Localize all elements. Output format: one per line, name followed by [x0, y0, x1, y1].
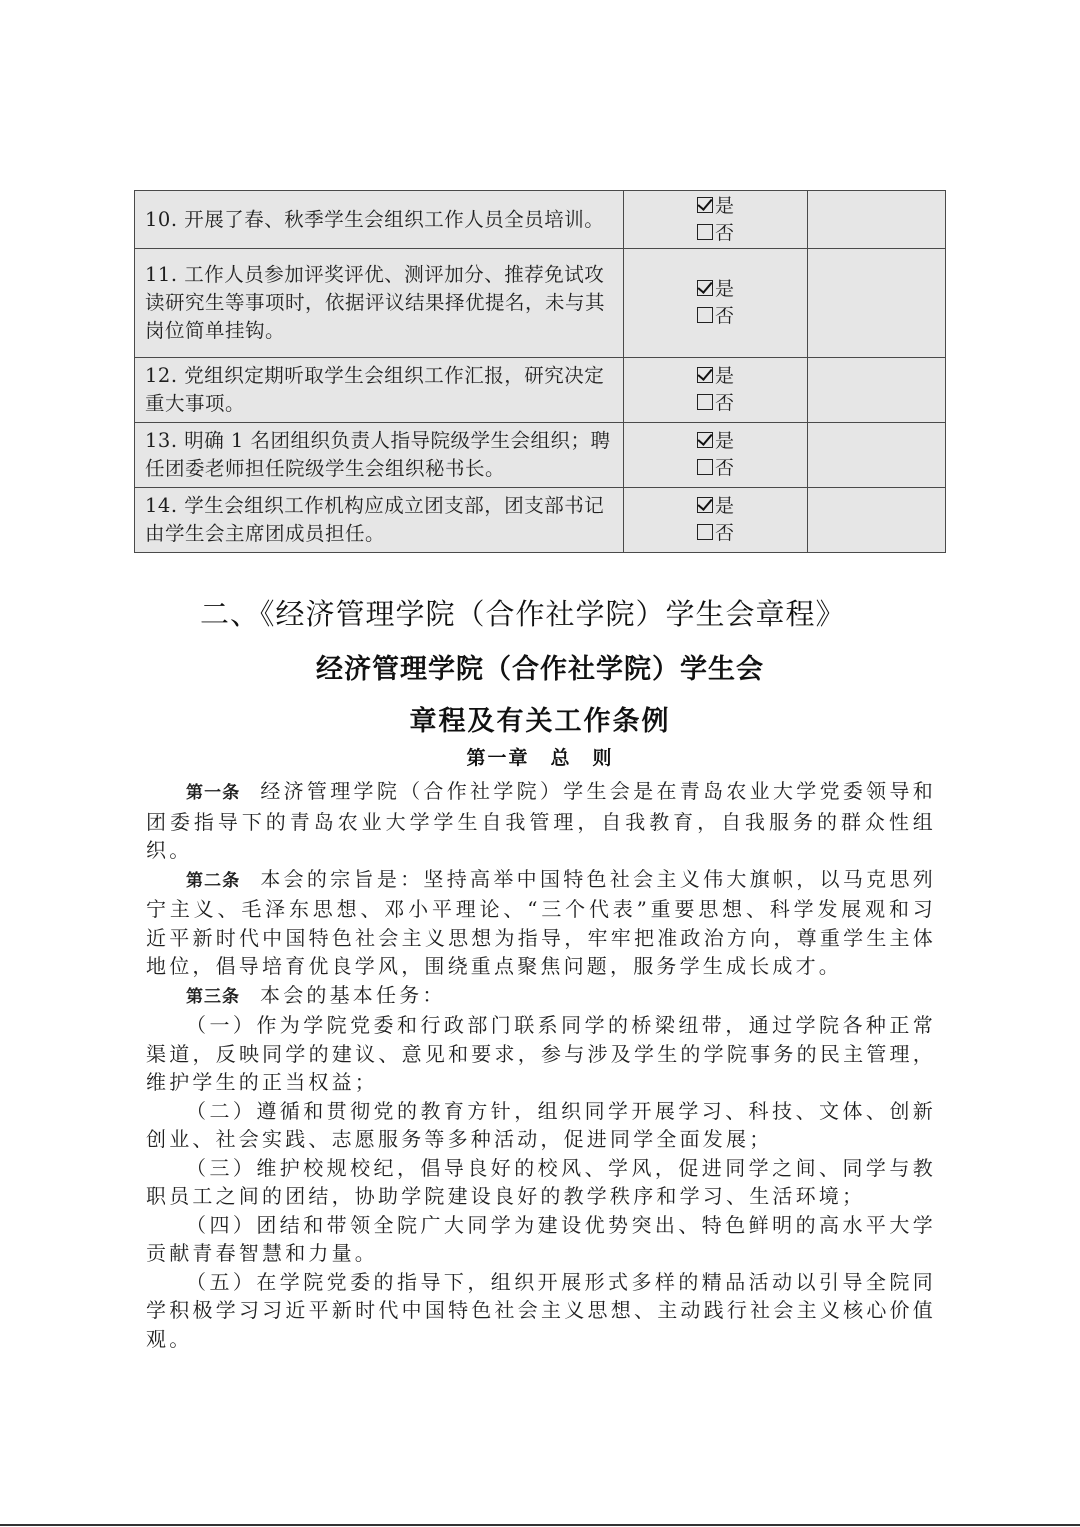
checked-box-icon[interactable]	[697, 367, 713, 383]
table-row	[135, 191, 946, 249]
article-paragraph	[146, 777, 936, 865]
remark-cell	[808, 423, 946, 488]
empty-box-icon[interactable]	[697, 394, 713, 410]
option-yes[interactable]: 是	[624, 493, 807, 520]
option-no[interactable]: 否	[624, 520, 807, 547]
checklist-item: 13. 明确 1 名团组织负责人指导院级学生会组织；聘任团委老师担任院级学生会组织秘书长。	[135, 423, 624, 488]
checked-box-icon[interactable]	[697, 432, 713, 448]
option-no[interactable]: 否	[624, 303, 807, 330]
article-paragraph	[146, 981, 936, 1012]
article-text: 本会的基本任务：	[260, 982, 446, 1007]
table-row	[135, 488, 946, 553]
article-text: 经济管理学院（合作社学院）学生会是在青岛农业大学党委领导和团委指导下的青岛农业大学学生自我管理，自我教育，自我服务的群众性组织。	[146, 779, 936, 862]
checklist-item: 14. 学生会组织工作机构应成立团支部，团支部书记由学生会主席团成员担任。	[135, 488, 624, 553]
empty-box-icon[interactable]	[697, 224, 713, 240]
checklist-item: 10. 开展了春、秋季学生会组织工作人员全员培训。	[135, 191, 624, 249]
checklist-item: 11. 工作人员参加评奖评优、测评加分、推荐免试攻读研究生等事项时，依据评议结果择优提名，未与其岗位简单挂钩。	[135, 249, 624, 358]
article-label: 第三条	[186, 986, 240, 1007]
remark-cell	[808, 488, 946, 553]
task-paragraph: （三）维护校规校纪，倡导良好的校风、学风，促进同学之间、同学与教职员工之间的团结，协助学院建设良好的教学秩序和学习、生活环境；	[146, 1155, 936, 1208]
remark-cell	[808, 191, 946, 249]
page-bottom-rule	[0, 1524, 1080, 1526]
table-row	[135, 249, 946, 358]
remark-cell	[808, 358, 946, 423]
article-label: 第二条	[186, 870, 241, 891]
table-row	[135, 423, 946, 488]
document-subtitle: 章程及有关工作条例	[409, 706, 671, 737]
task-paragraph: （五）在学院党委的指导下，组织开展形式多样的精品活动以引导全院同学积极学习习近平新时代中国特色社会主义思想、主动践行社会主义核心价值观。	[146, 1269, 936, 1351]
checked-box-icon[interactable]	[697, 197, 713, 213]
table-row	[135, 358, 946, 423]
task-paragraph: （二）遵循和贯彻党的教育方针，组织同学开展学习、科技、文体、创新创业、社会实践、志愿服务等多种活动，促进同学全面发展；	[146, 1098, 936, 1151]
task-paragraph: （一）作为学院党委和行政部门联系同学的桥梁纽带，通过学院各种正常渠道，反映同学的建议、意见和要求，参与涉及学生的学院事务的民主管理，维护学生的正当权益；	[146, 1013, 936, 1094]
option-yes[interactable]: 是	[624, 193, 807, 220]
option-yes[interactable]: 是	[624, 276, 807, 303]
option-yes[interactable]: 是	[624, 428, 807, 455]
remark-cell	[808, 249, 946, 358]
empty-box-icon[interactable]	[697, 307, 713, 323]
task-paragraph: （四）团结和带领全院广大同学为建设优势突出、特色鲜明的高水平大学贡献青春智慧和力量。	[146, 1212, 936, 1265]
option-no[interactable]: 否	[624, 220, 807, 247]
empty-box-icon[interactable]	[697, 524, 713, 540]
checked-box-icon[interactable]	[697, 280, 713, 296]
article-text: 本会的宗旨是：坚持高举中国特色社会主义伟大旗帜，以马克思列宁主义、毛泽东思想、邓小平理论、“三个代表”重要思想、科学发展观和习近平新时代中国特色社会主义思想为指导，牢牢把准政治方向，尊重学生主体地位，倡导培育优良学风，围绕重点聚焦问题，服务学生成长成才。	[146, 866, 936, 978]
document-title: 经济管理学院（合作社学院）学生会	[316, 654, 764, 685]
option-no[interactable]: 否	[624, 390, 807, 417]
document-body	[146, 777, 936, 1353]
checklist-table	[134, 190, 946, 553]
article-paragraph	[146, 865, 936, 981]
section-title: 二、《经济管理学院（合作社学院）学生会章程》	[200, 597, 846, 631]
chapter-title: 第一章 总 则	[466, 747, 614, 769]
checked-box-icon[interactable]	[697, 497, 713, 513]
option-yes[interactable]: 是	[624, 363, 807, 390]
article-label: 第一条	[186, 783, 241, 803]
checklist-item: 12. 党组织定期听取学生会组织工作汇报，研究决定重大事项。	[135, 358, 624, 423]
option-no[interactable]: 否	[624, 455, 807, 482]
empty-box-icon[interactable]	[697, 459, 713, 475]
